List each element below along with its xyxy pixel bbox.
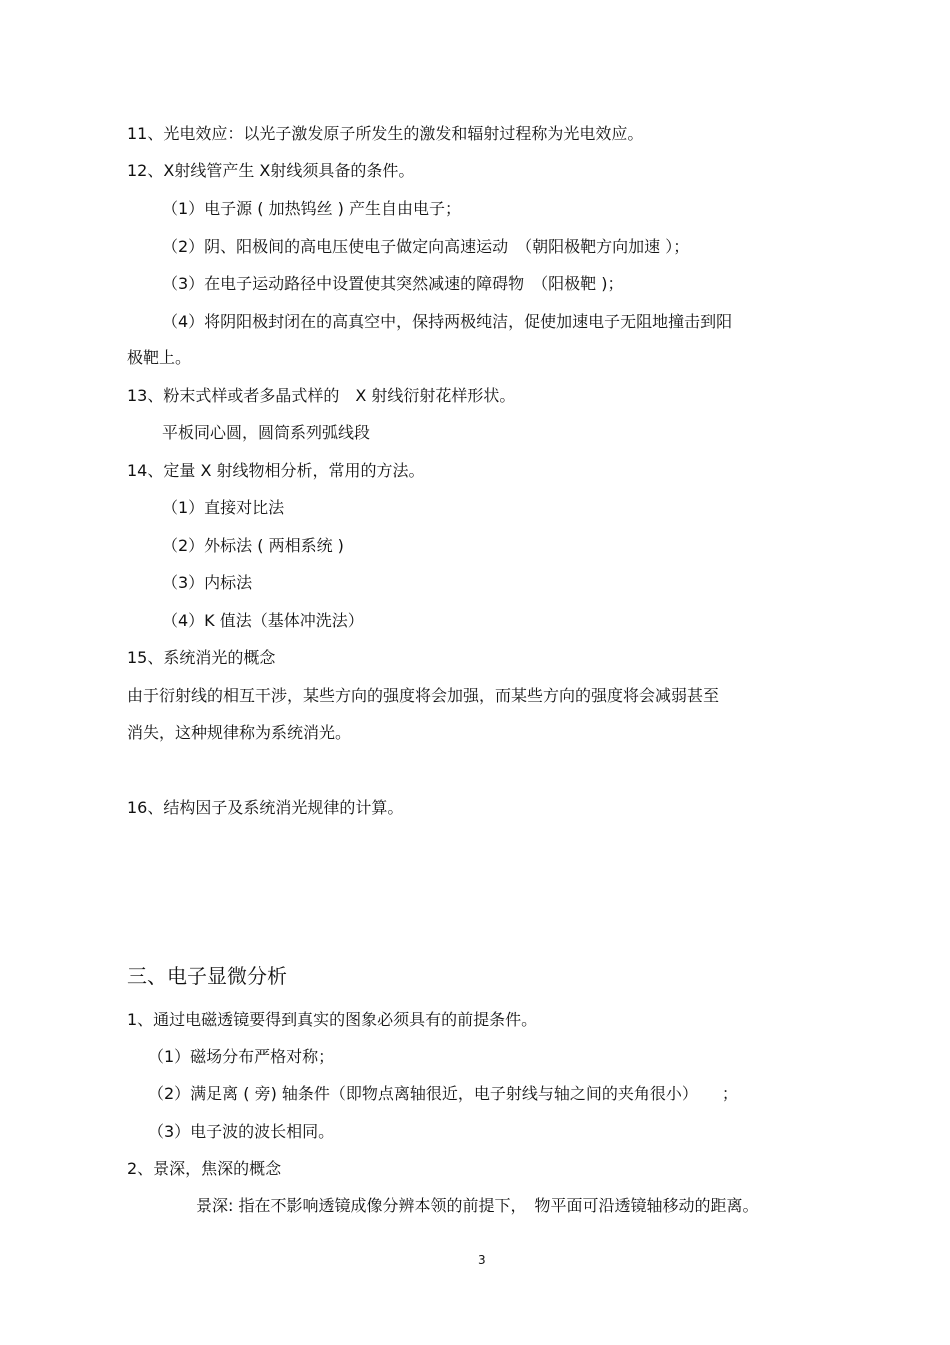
item-12-sub-3: （3）在电子运动路径中设置使其突然减速的障碍物 （阳极靶 )；	[162, 274, 624, 293]
item-14-sub-4: （4）K 值法（基体冲洗法）	[162, 611, 364, 630]
item-15-systematic-extinction: 15、系统消光的概念	[127, 648, 276, 667]
item-16-structure-factor: 16、结构因子及系统消光规律的计算。	[127, 798, 404, 817]
item-14-sub-3: （3）内标法	[162, 573, 253, 592]
item-12-sub-2: （2）阴、阳极间的高电压使电子做定向高速运动 （朝阳极靶方向加速 ）；	[162, 237, 690, 256]
em-item-2-definition: 景深: 指在不影响透镜成像分辨本领的前提下， 物平面可沿透镜轴移动的距离。	[196, 1196, 759, 1215]
item-13-diffraction-pattern: 13、粉末式样或者多晶式样的 X 射线衍射花样形状。	[127, 386, 516, 405]
item-12-sub-1: （1）电子源 ( 加热钨丝 ) 产生自由电子；	[162, 199, 462, 218]
page-number: 3	[478, 1253, 486, 1267]
item-15-answer-1: 由于衍射线的相互干涉，某些方向的强度将会加强，而某些方向的强度将会减弱甚至	[127, 686, 720, 705]
item-11-photoelectric-effect: 11、光电效应：以光子激发原子所发生的激发和辐射过程称为光电效应。	[127, 124, 644, 143]
item-14-quantitative-analysis: 14、定量 X 射线物相分析，常用的方法。	[127, 461, 425, 480]
item-12-sub-4: （4）将阴阳极封闭在的高真空中，保持两极纯洁，促使加速电子无阻地撞击到阳	[162, 312, 733, 331]
em-item-2: 2、景深，焦深的概念	[127, 1159, 282, 1178]
em-item-1-sub-1: （1）磁场分布严格对称；	[148, 1047, 335, 1066]
em-item-1-sub-3: （3）电子波的波长相同。	[148, 1122, 335, 1141]
section-heading-electron-microscopy: 三、电子显微分析	[127, 964, 287, 988]
em-item-1-sub-2: （2）满足离 ( 旁) 轴条件（即物点离轴很近，电子射线与轴之间的夹角很小） ；	[148, 1084, 738, 1103]
item-12-sub-4-cont: 极靶上。	[127, 348, 192, 367]
item-15-answer-2: 消失，这种规律称为系统消光。	[127, 723, 352, 742]
item-14-sub-2: （2）外标法 ( 两相系统 )	[162, 536, 344, 555]
item-14-sub-1: （1）直接对比法	[162, 498, 285, 517]
em-item-1: 1、通过电磁透镜要得到真实的图象必须具有的前提条件。	[127, 1010, 538, 1029]
item-12-xray-tube-conditions: 12、X射线管产生 X射线须具备的条件。	[127, 161, 415, 180]
item-13-answer: 平板同心圆，圆筒系列弧线段	[162, 423, 371, 442]
